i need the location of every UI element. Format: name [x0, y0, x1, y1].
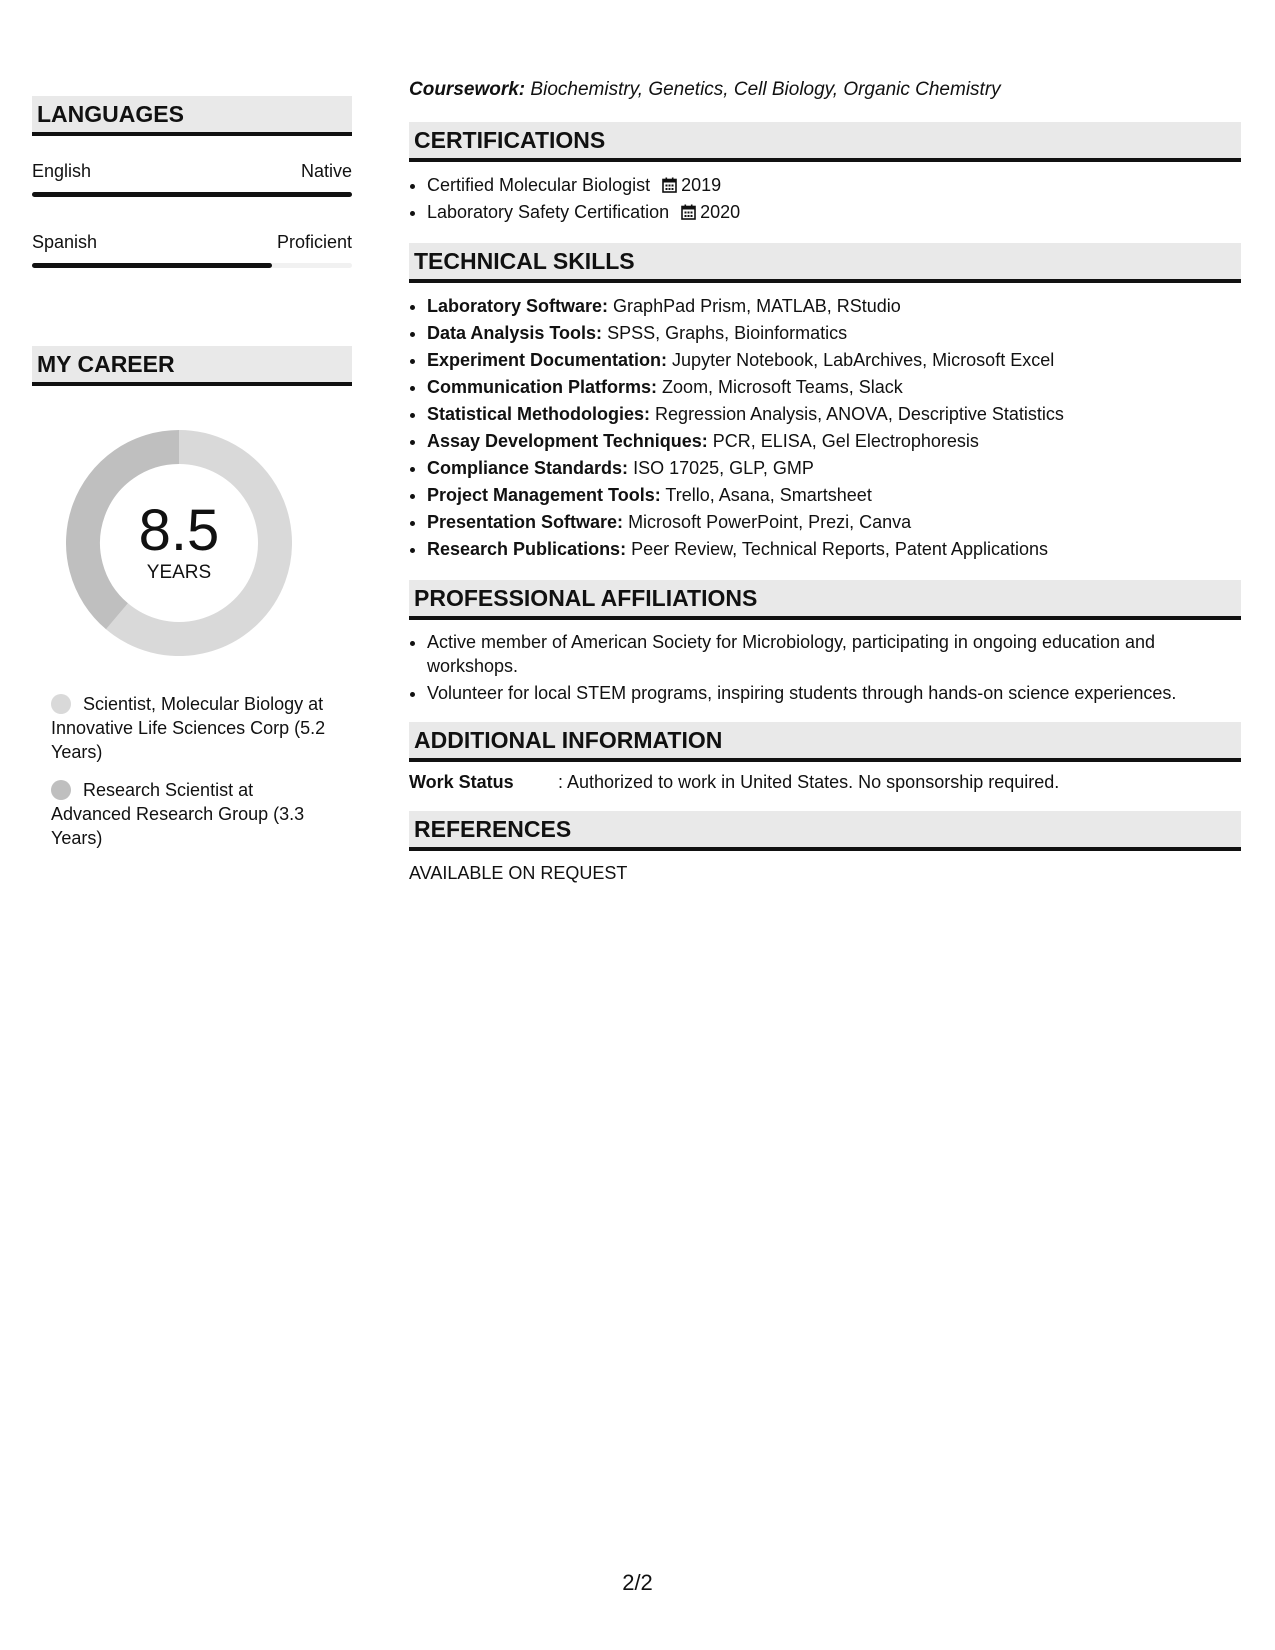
references-heading: REFERENCES: [409, 811, 1241, 851]
certifications-list: [409, 172, 1241, 226]
page-number: 2/2: [622, 1570, 653, 1595]
left-column: [32, 96, 352, 864]
skill-value: SPSS, Graphs, Bioinformatics: [607, 323, 848, 343]
skill-item: [427, 455, 1241, 482]
skill-item: [427, 509, 1241, 536]
affiliation-item: • Volunteer for local STEM programs, inspiring students through hands-on science experiences.: [427, 681, 1241, 705]
work-status-row: [409, 770, 1241, 794]
affiliation-item: • Active member of American Society for Microbiology, participating in ongoing education and workshops.: [427, 630, 1241, 678]
language-name: Spanish: [32, 232, 98, 252]
language-item-spanish: [32, 231, 352, 268]
languages-heading: LANGUAGES: [32, 96, 352, 136]
language-proficiency-fill: [32, 263, 272, 268]
skill-label: Assay Development Techniques:: [427, 431, 708, 451]
career-donut-chart: [66, 430, 292, 656]
additional-heading: ADDITIONAL INFORMATION: [409, 722, 1241, 762]
references-section: [409, 811, 1241, 885]
skill-value: Zoom, Microsoft Teams, Slack: [662, 377, 903, 397]
career-total-years: 8.5: [138, 498, 220, 563]
right-column: [409, 78, 1241, 902]
skills-section: [409, 243, 1241, 563]
career-heading: MY CAREER: [32, 346, 352, 386]
skill-item: [427, 293, 1241, 320]
certification-name: Certified Molecular Biologist: [427, 175, 651, 195]
work-status-value: : Authorized to work in United States. No sponsorship required.: [558, 772, 1060, 792]
work-status-label: Work Status: [409, 772, 514, 792]
certification-year: 2020: [700, 202, 741, 222]
career-legend-label: Research Scientist at Advanced Research Group (3.3 Years): [51, 780, 305, 848]
skill-value: Regression Analysis, ANOVA, Descriptive Statistics: [655, 404, 1064, 424]
certifications-heading: CERTIFICATIONS: [409, 122, 1241, 162]
affiliations-heading: PROFESSIONAL AFFILIATIONS: [409, 580, 1241, 620]
affiliations-section: [409, 580, 1241, 705]
legend-dot-icon: [51, 694, 71, 714]
skill-value: Microsoft PowerPoint, Prezi, Canva: [628, 512, 912, 532]
references-text: AVAILABLE ON REQUEST: [409, 863, 628, 883]
affiliations-list: [409, 630, 1241, 705]
coursework-text: Biochemistry, Genetics, Cell Biology, Organic Chemistry: [530, 79, 1001, 100]
skill-value: Trello, Asana, Smartsheet: [665, 485, 872, 505]
skill-item: [427, 320, 1241, 347]
skill-label: Laboratory Software:: [427, 296, 609, 316]
additional-section: [409, 722, 1241, 794]
skill-label: Research Publications:: [427, 539, 627, 559]
skill-value: GraphPad Prism, MATLAB, RStudio: [613, 296, 901, 316]
coursework-label: Coursework:: [409, 79, 526, 100]
certification-item: [427, 172, 1241, 199]
career-legend-item: [51, 692, 326, 764]
language-proficiency-bar: [32, 192, 352, 197]
skill-item: [427, 428, 1241, 455]
skill-value: ISO 17025, GLP, GMP: [633, 458, 814, 478]
calendar-icon: [681, 204, 696, 220]
career-legend-label: Scientist, Molecular Biology at Innovative Life Sciences Corp (5.2 Years): [51, 694, 326, 762]
language-item-english: [32, 160, 352, 197]
skill-label: Experiment Documentation:: [427, 350, 668, 370]
skill-item: [427, 374, 1241, 401]
skill-label: Presentation Software:: [427, 512, 624, 532]
legend-dot-icon: [51, 780, 71, 800]
certification-year: 2019: [681, 175, 722, 195]
skill-value: Jupyter Notebook, LabArchives, Microsoft Excel: [672, 350, 1055, 370]
skill-label: Data Analysis Tools:: [427, 323, 603, 343]
language-level: Native: [300, 161, 352, 181]
career-legend: [51, 692, 326, 850]
certifications-section: [409, 122, 1241, 226]
language-proficiency-bar: [32, 263, 352, 268]
skill-label: Compliance Standards:: [427, 458, 629, 478]
certification-item: [427, 199, 1241, 226]
language-name: English: [32, 161, 92, 181]
skills-heading: TECHNICAL SKILLS: [409, 243, 1241, 283]
career-legend-item: [51, 778, 326, 850]
skills-list: [409, 293, 1241, 563]
skill-value: PCR, ELISA, Gel Electrophoresis: [712, 431, 979, 451]
career-years-unit: YEARS: [146, 562, 212, 583]
language-proficiency-fill: [32, 192, 352, 197]
coursework-line: [409, 78, 1241, 102]
skill-item: [427, 347, 1241, 374]
skill-item: [427, 401, 1241, 428]
skill-value: Peer Review, Technical Reports, Patent Applications: [631, 539, 1048, 559]
skill-label: Project Management Tools:: [427, 485, 661, 505]
skill-item: [427, 482, 1241, 509]
calendar-icon: [662, 177, 677, 193]
certification-name: Laboratory Safety Certification: [427, 202, 670, 222]
skill-label: Communication Platforms:: [427, 377, 658, 397]
language-level: Proficient: [276, 232, 352, 252]
skill-item: [427, 536, 1241, 563]
skill-label: Statistical Methodologies:: [427, 404, 651, 424]
